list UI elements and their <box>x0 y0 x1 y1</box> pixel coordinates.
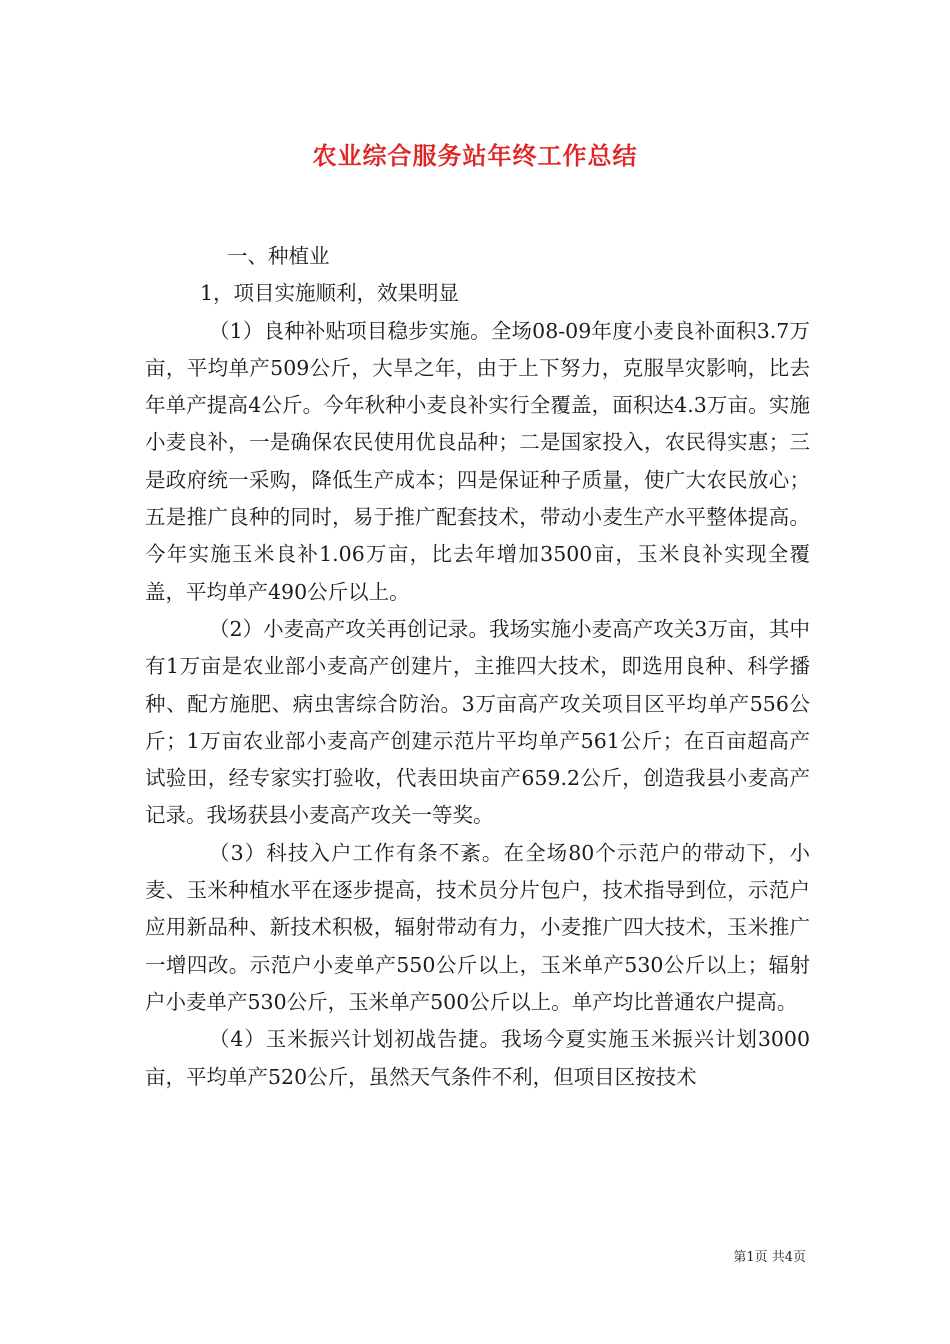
subheading: 1，项目实施顺利，效果明显 <box>200 281 460 306</box>
paragraph-4: （4）玉米振兴计划初战告捷。我场今夏实施玉米振兴计划3000亩，平均单产520公斤，虽然天气条件不利，但项目区按技术 <box>145 1027 810 1089</box>
page-footer: 第1页 共4页 <box>733 1250 806 1265</box>
paragraph-1: （1）良种补贴项目稳步实施。全场08-09年度小麦良补面积3.7万亩，平均单产509公斤，大旱之年，由于上下努力，克服旱灾影响，比去年单产提高4公斤。今年秋种小麦良补实行全覆盖，面积达4.3万亩。实施小麦良补，一是确保农民使用优良品种；二是国家投入，农民得实惠；三是政府统一采购，降低生产成本；四是保证种子质量，使广大农民放心；五是推广良种的同时，易于推广配套技术，带动小麦生产水平整体提高。今年实施玉米良补1.06万亩，比去年增加3500亩，玉米良补实现全覆盖，平均单产490公斤以上。 <box>145 318 810 604</box>
section-heading: 一、种植业 <box>227 244 330 268</box>
paragraph-2: （2）小麦高产攻关再创记录。我场实施小麦高产攻关3万亩，其中有1万亩是农业部小麦高产创建片，主推四大技术，即选用良种、科学播种、配方施肥、病虫害综合防治。3万亩高产攻关项目区平均单产556公斤；1万亩农业部小麦高产创建示范片平均单产561公斤；在百亩超高产试验田，经专家实打验收，代表田块亩产659.2公斤，创造我县小麦高产记录。我场获县小麦高产攻关一等奖。 <box>145 616 810 828</box>
document-title: 农业综合服务站年终工作总结 <box>312 141 638 170</box>
document-body <box>145 238 810 1096</box>
paragraph-3: （3）科技入户工作有条不紊。在全场80个示范户的带动下，小麦、玉米种植水平在逐步提高，技术员分片包户，技术指导到位，示范户应用新品种、新技术积极，辐射带动有力，小麦推广四大技术，玉米推广一增四改。示范户小麦单产550公斤以上，玉米单产530公斤以上；辐射户小麦单产530公斤，玉米单产500公斤以上。单产均比普通农户提高。 <box>145 840 810 1014</box>
